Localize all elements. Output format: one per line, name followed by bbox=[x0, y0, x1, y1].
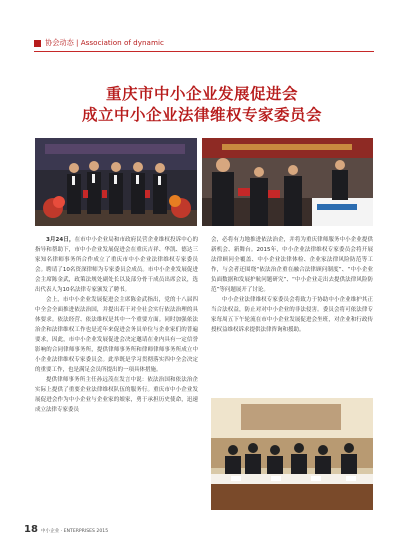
page-footer bbox=[24, 524, 108, 535]
publication-name: 中小企业 · ENTERPRISES 2015 bbox=[40, 529, 109, 534]
right-column bbox=[211, 235, 373, 335]
paragraph-2: 会上，市中小企业发展促进会主席陈金武指出，党的十八届四中全会全面推进依法治国，并提出若干对全社会实行依法治理的具体要求。依法经营、依法维权是其中一个重要方面。同时加强依法治企和法律维权工作也是近年来促进会务员单位与企业家们的普遍要求，因此，市中小企业发展促进会决定邀请在业内具有一定信誉影响的合同律师事务所，提供律师事务所和律师律师事务所成立中小企业法律维权专家委员会。此举既是学习贯彻落实四中全会决定的重要工作，也是满足会员所提出的一项具体措施。 bbox=[35, 297, 198, 373]
paragraph-5: 中小企业法律维权专家委员会将致力于协助中小企业维护其正当合法权益，防止对对中小企业的非法侵害。委员会将可依法律专家每周五下午轮流在市中小企业发展促进会坐班，对企业和行政传授权益维权诉求提供法律咨询和援助。 bbox=[211, 297, 373, 333]
paragraph-1: 3月24日，在市中小企业局和市政府民营企业维权投诉中心的指导和帮助下，市中小企业发展促进会在重庆吉祥、华凯、德达三家知名律师事务所合作成立了重庆市中小企业法律维权专家委员会。聘请了10名资深律师为专家委员会成员。市中小企业发展促进会主席陈金武，政策法规处副处长以及部分骨干成员出席会议，选出代表人为10名法律专家颁发了聘书。 bbox=[35, 237, 198, 293]
group-photo bbox=[35, 138, 197, 226]
meeting-photo bbox=[211, 398, 373, 510]
article-title-line-1: 重庆市中小企业发展促进会 bbox=[105, 84, 298, 103]
paragraph-4: 会，必将有力地推进依法治企，并将为重庆律师服务中小企业提供新机会、新舞台。2015年，中小企业法律维权专家委员会将开展法律顾问全覆盖、中小企业法律体检、企业家法律风险防范等工作，与会者还围绕“依法治企重在融合法律顾问制度”、“中小企业负面数据和发展护航问题研究”、“中小企业走出去提供法律风险防范”等问题展开了讨论。 bbox=[211, 237, 373, 293]
paragraph-3: 提供律师事务所主任孙远茂在发言中说：依法治国和依法治企实际上提供了重要企业法律维权队伍的服务行。重庆市中小企业发展促进会作为中小企业与企业家的娘家，勇于承担历史使命，迅速成立法律专家委员 bbox=[35, 377, 198, 413]
section-marker-square bbox=[34, 40, 41, 47]
certificate-photo bbox=[202, 138, 373, 226]
article-title-line-2: 成立中小企业法律维权专家委员会 bbox=[81, 105, 322, 124]
page-number: 18 bbox=[24, 524, 38, 535]
section-label: 协会动态 | Association of dynamic bbox=[45, 38, 164, 47]
left-column bbox=[35, 235, 198, 415]
header-rule bbox=[34, 51, 374, 52]
section-header bbox=[34, 37, 164, 49]
